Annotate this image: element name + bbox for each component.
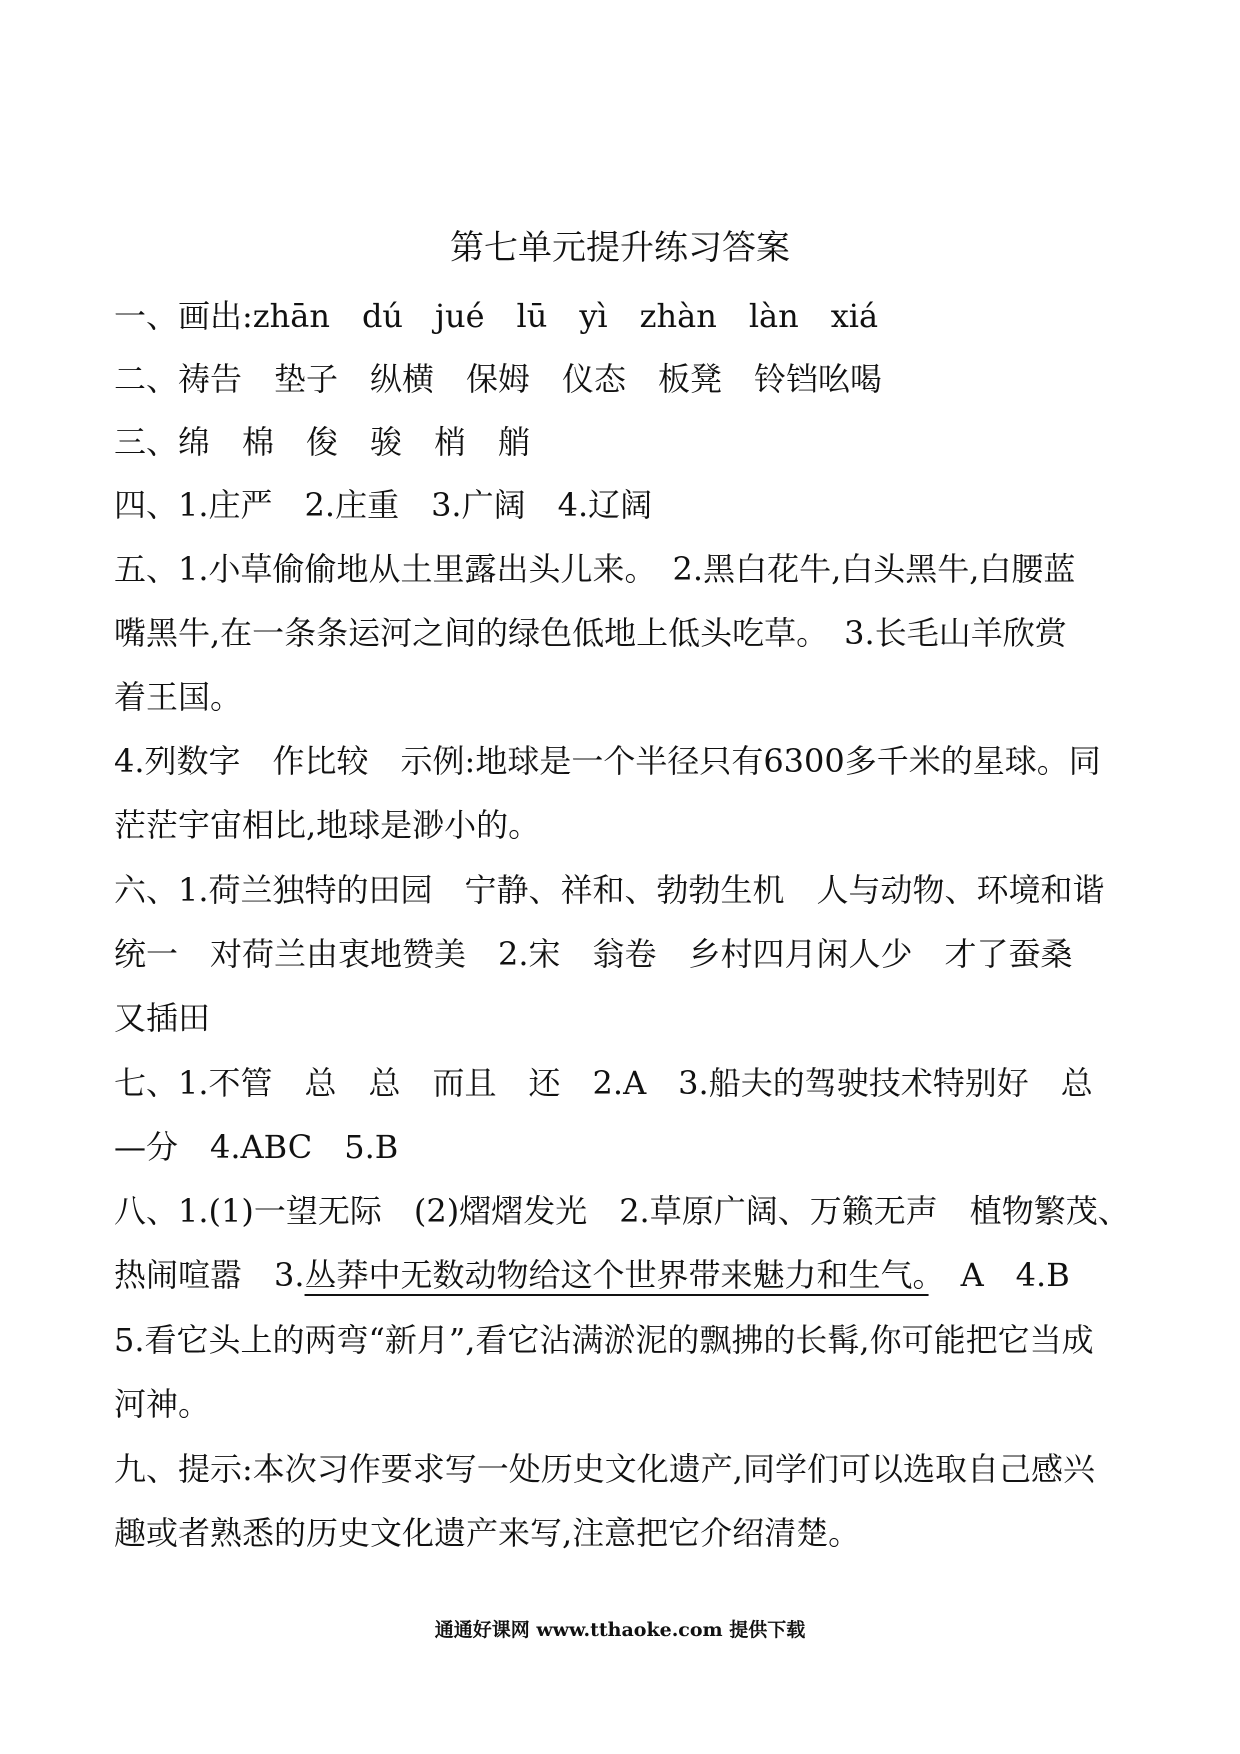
answer-8-line: 八、1.(1)一望无际 (2)熠熠发光 2.草原广阔、万籁无声 植物繁茂、 — [114, 1192, 1130, 1230]
answer-4: 四、1.庄严 2.庄重 3.广阔 4.辽阔 — [114, 486, 653, 524]
answer-6-line: 六、1.荷兰独特的田园 宁静、祥和、勃勃生机 人与动物、环境和谐 — [114, 871, 1105, 909]
answer-5-line: 着王国。 — [114, 678, 243, 716]
page-title: 第七单元提升练习答案 — [450, 228, 790, 268]
answer-9-line: 趣或者熟悉的历史文化遗产来写,注意把它介绍清楚。 — [114, 1514, 861, 1552]
answer-5-line: 4.列数字 作比较 示例:地球是一个半径只有6300多千米的星球。同 — [114, 742, 1101, 780]
answer-5-line: 五、1.小草偷偷地从土里露出头儿来。 2.黑白花牛,白头黑牛,白腰蓝 — [114, 550, 1076, 588]
answer-2: 二、祷告 垫子 纵横 保姆 仪态 板凳 铃铛吆喝 — [114, 360, 883, 398]
answer-3: 三、绵 棉 俊 骏 梢 艄 — [114, 423, 531, 461]
answer-6-line: 统一 对荷兰由衷地赞美 2.宋 翁卷 乡村四月闲人少 才了蚕桑 — [114, 935, 1073, 973]
underlined-answer: 丛莽中无数动物给这个世界带来魅力和生气。 — [304, 1256, 929, 1294]
answer-8-line: 河神。 — [114, 1385, 211, 1423]
answer-8-suffix: A 4.B — [928, 1256, 1070, 1294]
answer-7-line: 七、1.不管 总 总 而且 还 2.A 3.船夫的驾驶技术特别好 总 — [114, 1064, 1093, 1102]
answer-8-line — [114, 1253, 1144, 1297]
answer-5-line: 茫茫宇宙相比,地球是渺小的。 — [114, 806, 541, 844]
answer-1: 一、画出:zhān dú jué lū yì zhàn làn xiá — [114, 297, 879, 335]
answer-9-line: 九、提示:本次习作要求写一处历史文化遗产,同学们可以选取自己感兴 — [114, 1450, 1095, 1488]
footer-source: 通通好课网 www.tthaoke.com 提供下载 — [434, 1619, 806, 1641]
answer-5-line: 嘴黑牛,在一条条运河之间的绿色低地上低头吃草。 3.长毛山羊欣赏 — [114, 614, 1067, 652]
answer-8-line: 5.看它头上的两弯“新月”,看它沾满淤泥的飘拂的长髯,你可能把它当成 — [114, 1321, 1094, 1359]
answer-6-line: 又插田 — [114, 999, 211, 1037]
answer-7-line: —分 4.ABC 5.B — [114, 1128, 399, 1166]
answer-8-prefix: 热闹喧嚣 3. — [114, 1256, 305, 1294]
